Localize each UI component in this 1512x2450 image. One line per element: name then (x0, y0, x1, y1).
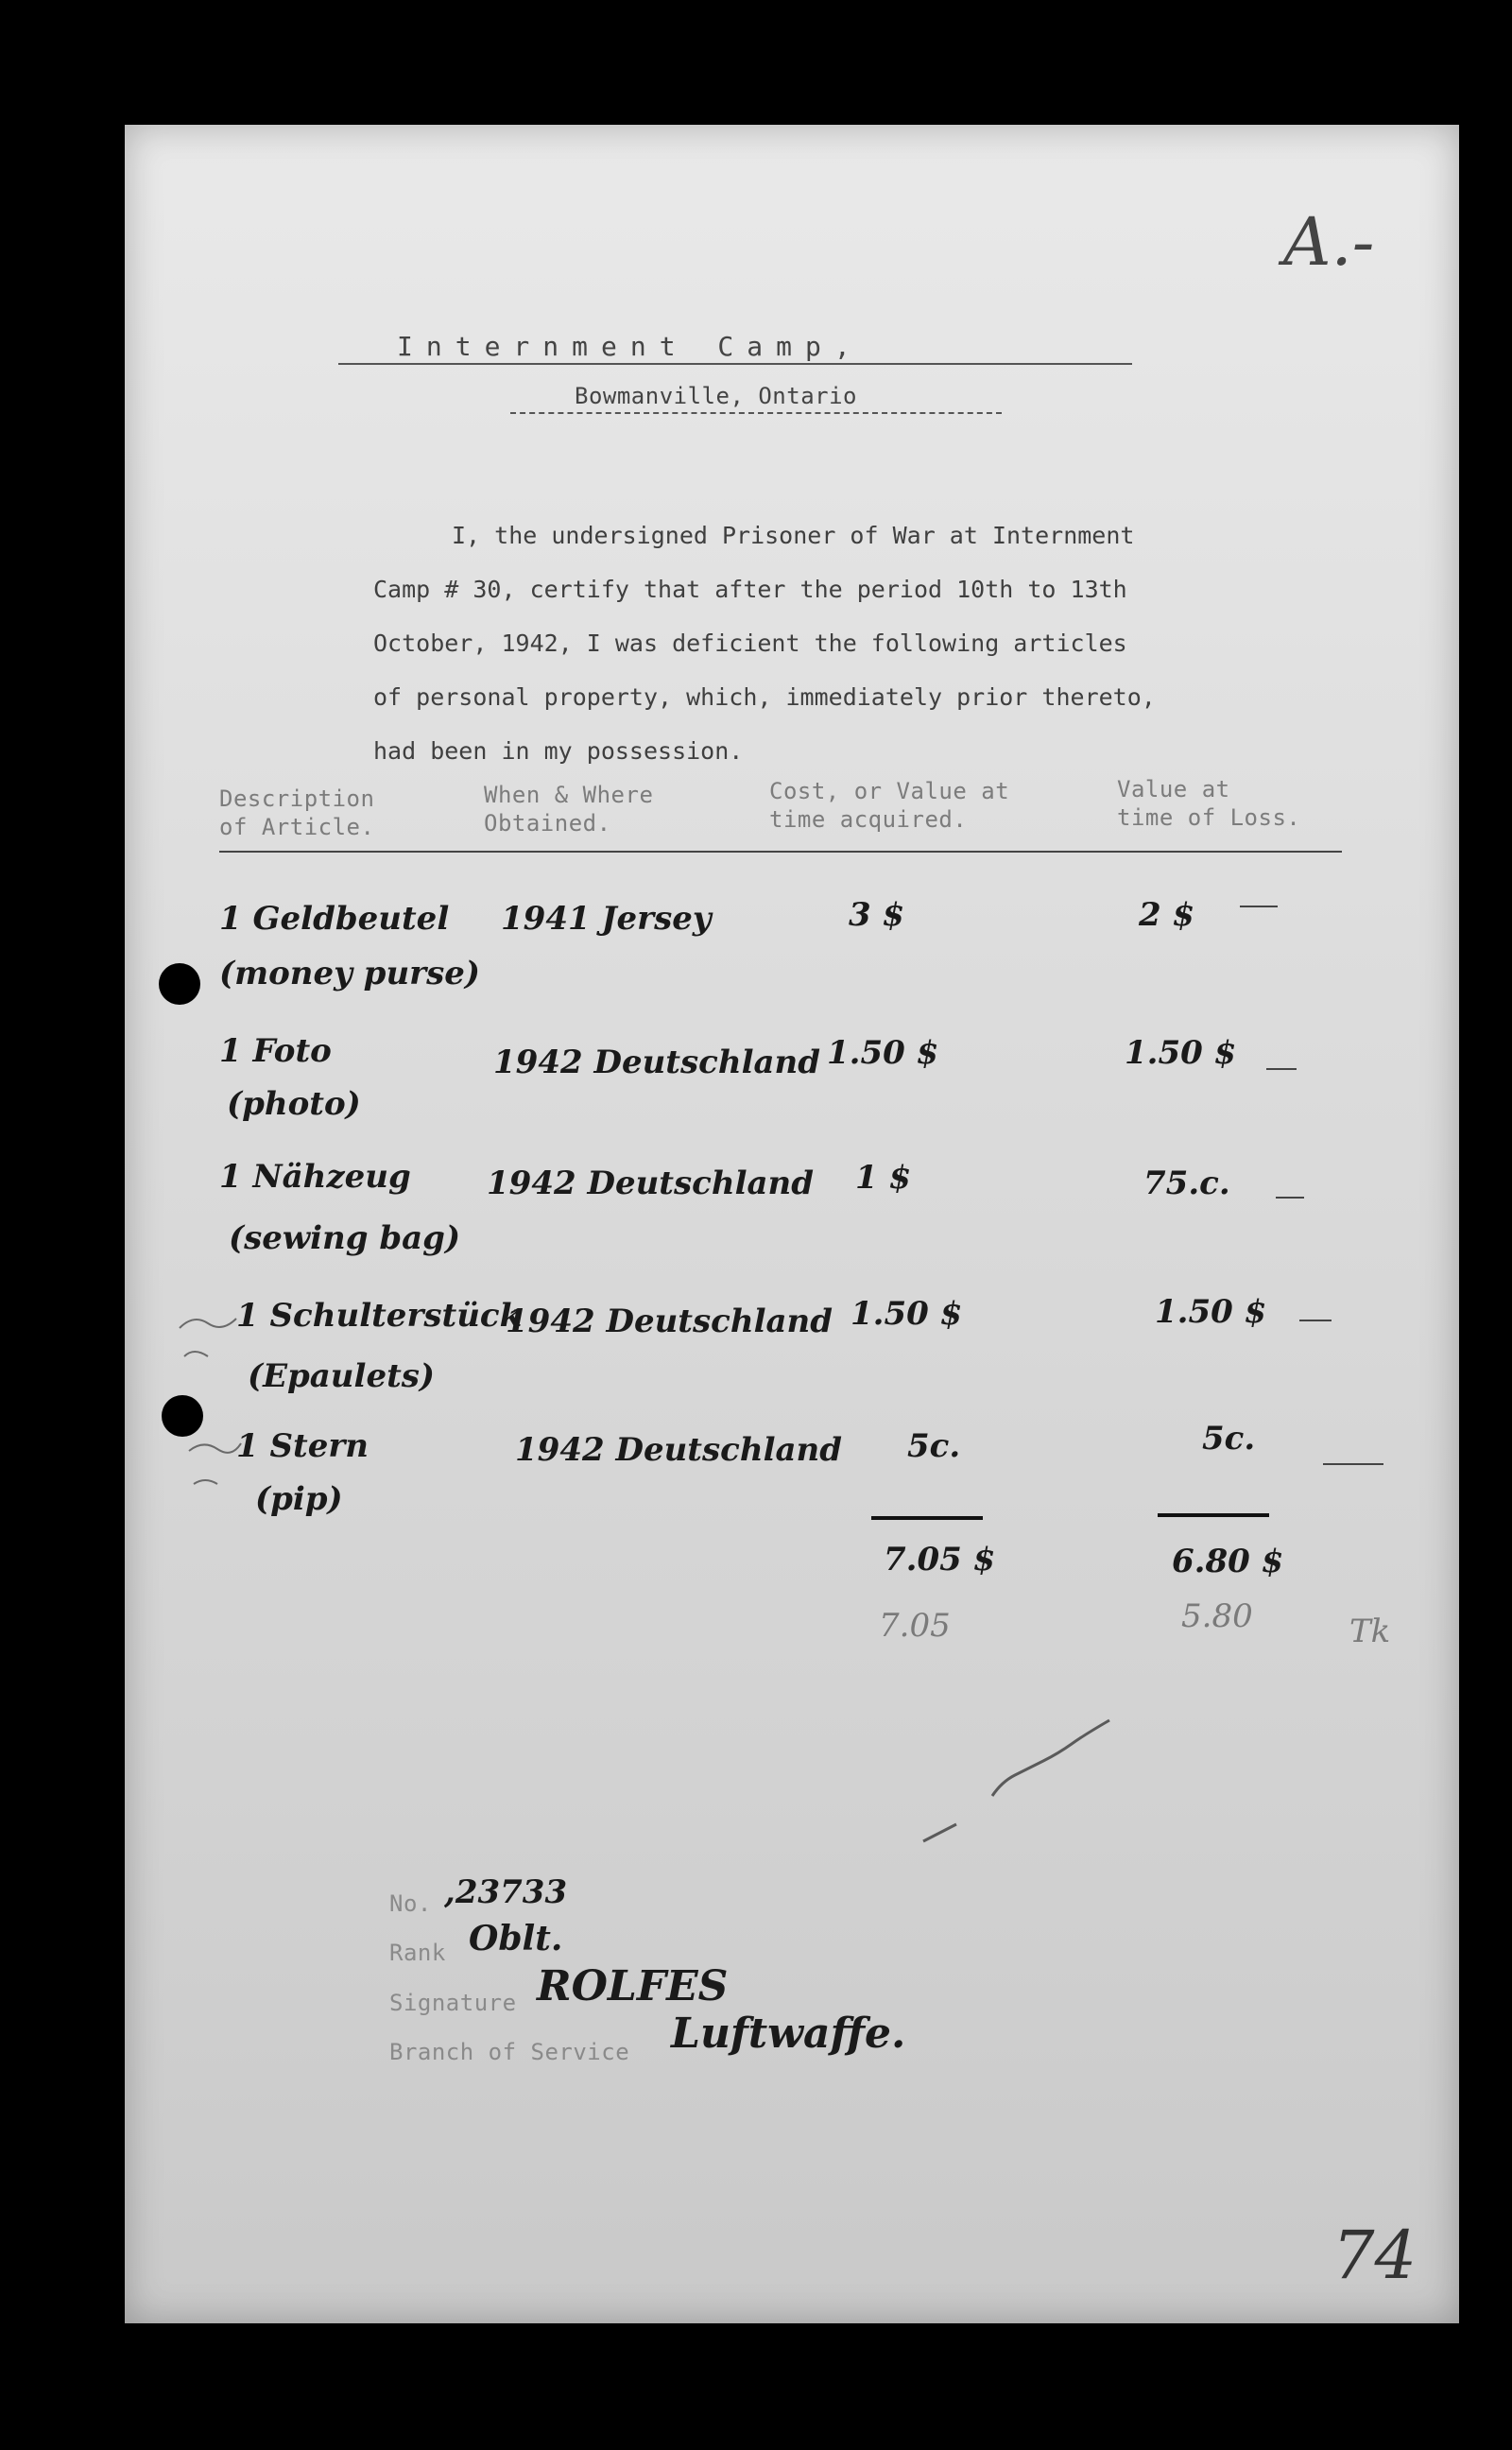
obtained-cell: 1941 Jersey (501, 900, 712, 938)
corner-mark: A.- (1283, 203, 1375, 281)
article-name: 1 Schulterstück (236, 1297, 523, 1335)
cost-cell: 1.50 $ (827, 1034, 939, 1072)
signature-label: Signature (389, 1990, 517, 2016)
document-title: Internment Camp, (397, 331, 864, 362)
certification-statement (373, 509, 1262, 778)
subtitle-underline (510, 412, 1002, 414)
obtained-cell: 1942 Deutschland (493, 1044, 821, 1081)
loss-value-cell: 75.c. (1143, 1165, 1230, 1202)
row-dash (1299, 1320, 1332, 1321)
loss-value-cell: 2 $ (1139, 896, 1195, 934)
cost-cell: 3 $ (849, 896, 905, 934)
article-translation: (money purse) (219, 955, 480, 992)
loss-value-cell: 1.50 $ (1155, 1293, 1267, 1331)
cost-total-check: 7.05 (879, 1607, 951, 1645)
statement-line: I, the undersigned Prisoner of War at Internment (452, 522, 1135, 549)
signature-value: ROLFES (537, 1962, 729, 2010)
cost-total: 7.05 $ (884, 1541, 996, 1579)
rank-value: Oblt. (469, 1919, 563, 1958)
pencil-check-mark (919, 1682, 1136, 1853)
punch-hole (159, 963, 200, 1005)
column-header-obtained: When & Where Obtained. (484, 782, 654, 837)
header-rule (219, 851, 1342, 853)
statement-line: October, 1942, I was deficient the following articles (373, 630, 1127, 657)
loss-value-total: 6.80 $ (1172, 1543, 1284, 1580)
column-header-loss-value: Value at time of Loss. (1117, 776, 1301, 831)
statement-line: Camp # 30, certify that after the period 10th to 13th (373, 576, 1127, 603)
loss-value-cell: 1.50 $ (1125, 1034, 1237, 1072)
title-underline (338, 363, 1132, 365)
row-dash (1240, 906, 1278, 907)
column-header-cost: Cost, or Value at time acquired. (769, 778, 1010, 833)
page-number: 74 (1332, 2217, 1418, 2294)
obtained-cell: 1942 Deutschland (487, 1165, 815, 1202)
article-translation: (sewing bag) (229, 1219, 461, 1257)
article-translation: (pip) (255, 1480, 343, 1518)
row-dash (1266, 1068, 1297, 1070)
article-name: 1 Nähzeug (219, 1158, 411, 1196)
article-translation: (photo) (227, 1085, 361, 1123)
loss-sum-rule (1158, 1513, 1269, 1517)
article-name: 1 Stern (236, 1427, 369, 1465)
row-dash (1323, 1463, 1383, 1465)
branch-of-service-value: Luftwaffe. (671, 2010, 906, 2058)
column-header-description: Description of Article. (219, 785, 375, 840)
obtained-cell: 1942 Deutschland (515, 1431, 843, 1469)
loss-total-check: 5.80 (1181, 1597, 1253, 1635)
document-subtitle: Bowmanville, Ontario (575, 383, 857, 409)
rank-label: Rank (389, 1940, 446, 1966)
article-name: 1 Geldbeutel (219, 900, 450, 938)
statement-line: of personal property, which, immediately prior thereto, (373, 683, 1156, 711)
cost-cell: 1 $ (855, 1159, 912, 1197)
obtained-cell: 1942 Deutschland (506, 1303, 833, 1340)
article-translation: (Epaulets) (248, 1357, 436, 1395)
margin-annotation-scribble (170, 1300, 265, 1527)
cost-cell: 1.50 $ (850, 1295, 963, 1333)
cost-sum-rule (871, 1516, 983, 1520)
row-dash (1276, 1197, 1304, 1199)
article-name: 1 Foto (219, 1032, 332, 1070)
statement-line: had been in my possession. (373, 737, 744, 765)
service-number-label: No. (389, 1890, 432, 1917)
reviewer-initials: Tk (1349, 1613, 1391, 1650)
service-number-value: ,23733 (444, 1873, 568, 1911)
cost-cell: 5c. (907, 1427, 961, 1465)
loss-value-cell: 5c. (1202, 1420, 1256, 1458)
branch-of-service-label: Branch of Service (389, 2039, 630, 2065)
